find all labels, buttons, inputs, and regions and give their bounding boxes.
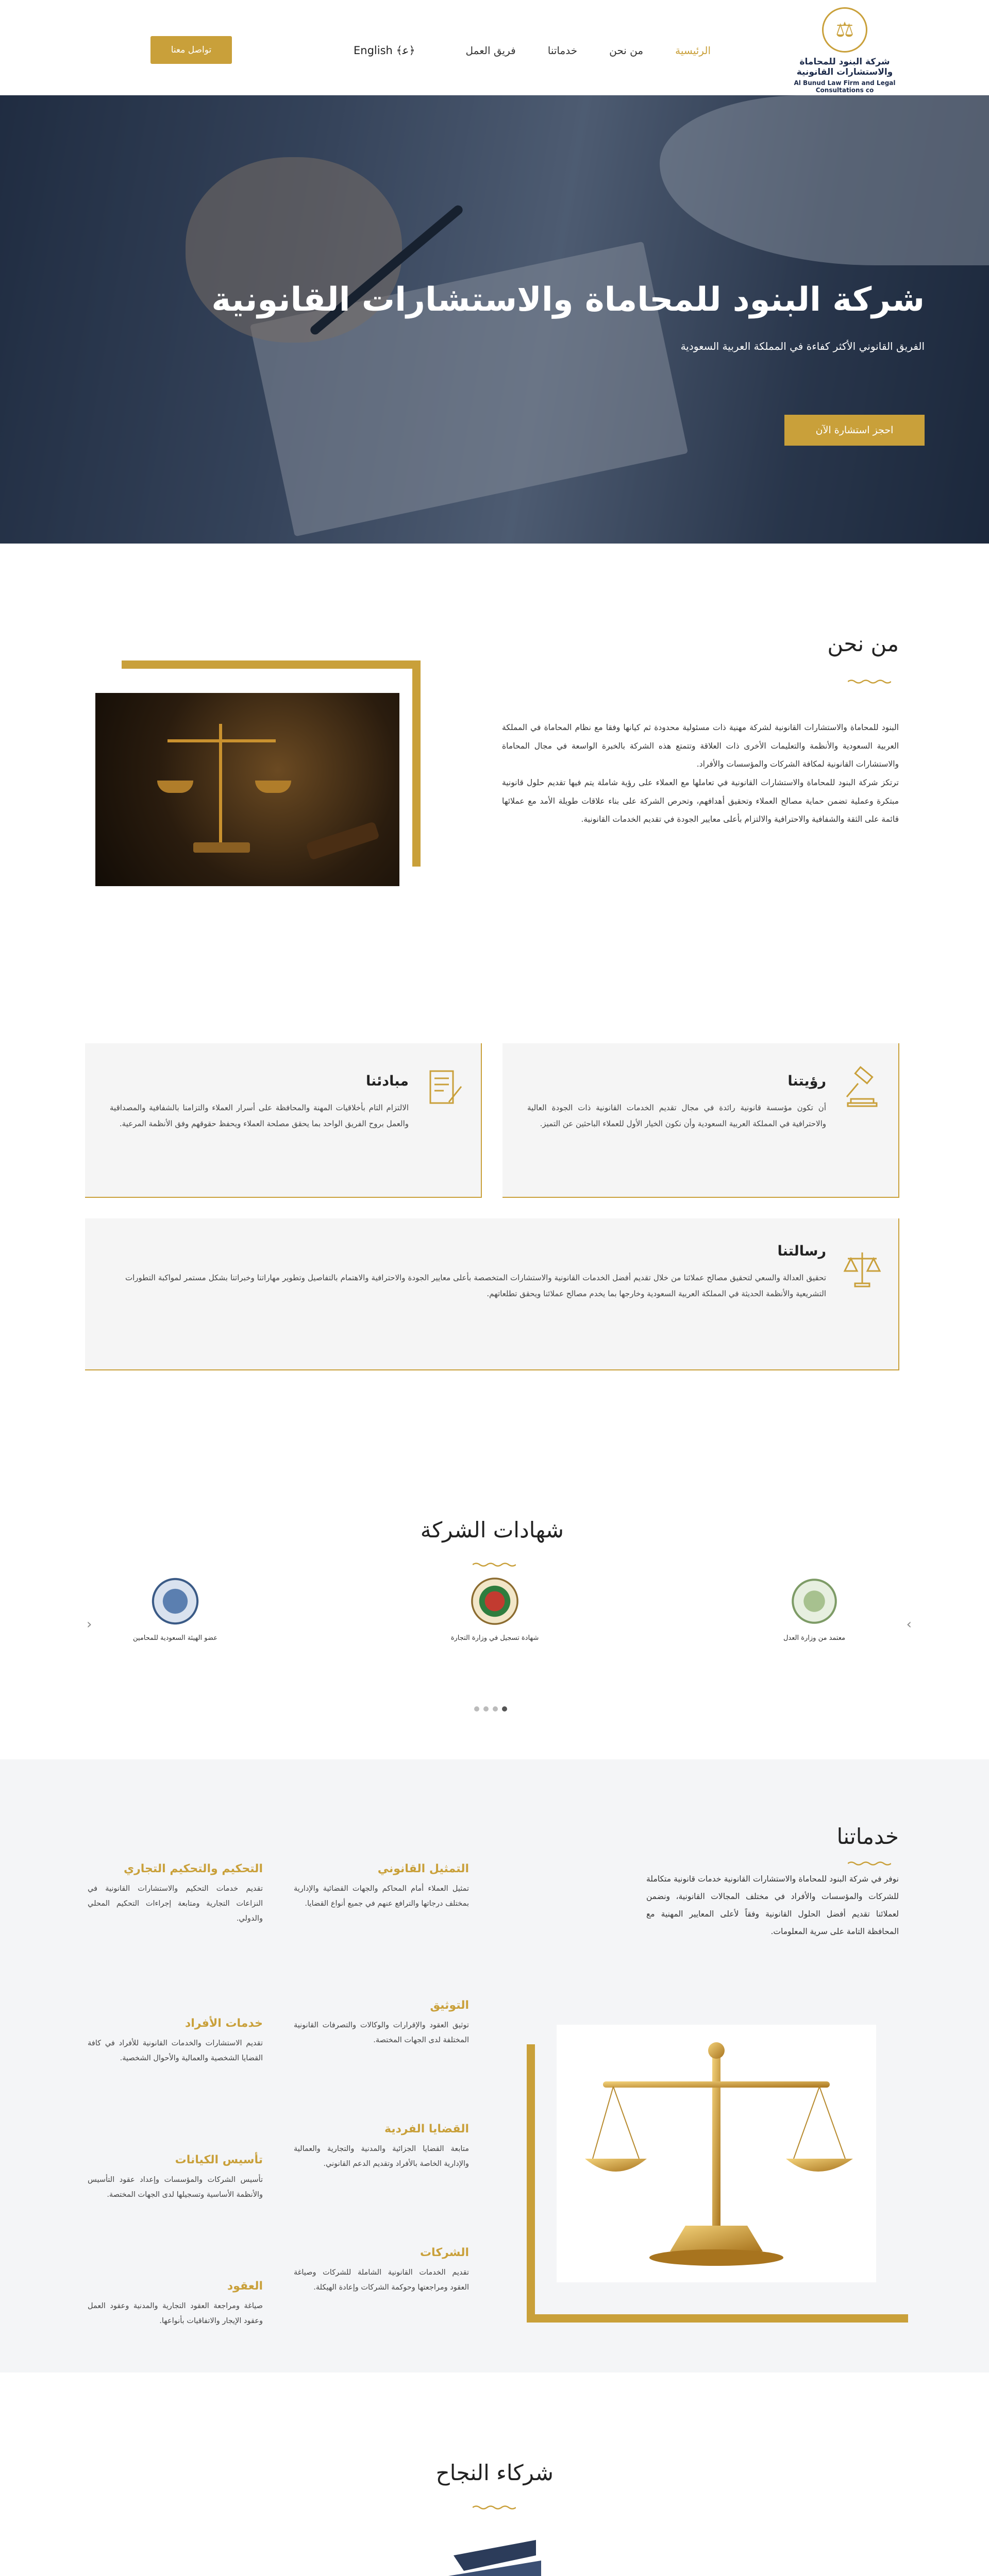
ministry-seal-icon (470, 1577, 519, 1626)
brand-logo[interactable] (783, 7, 907, 94)
service-title: التمثيل القانوني (377, 1862, 469, 1875)
service-individuals[interactable] (88, 2017, 263, 2066)
service-company-formation[interactable] (88, 2154, 263, 2202)
service-title: التحكيم والتحكيم التجاري (123, 1862, 263, 1875)
carousel-dots (474, 1706, 507, 1711)
scale-pan-left (157, 781, 193, 793)
service-title: العقود (227, 2280, 263, 2293)
logo-arabic-text: شركة البنود للمحاماة والاستشارات القانونية (796, 57, 893, 77)
certificate-item (90, 1577, 260, 1669)
carousel-dot[interactable] (483, 1706, 489, 1711)
service-text: تقديم الاستشارات والخدمات القانونية للأفراد في كافة القضايا الشخصية والعمالية والأحوال الشخصية. (88, 2039, 263, 2062)
service-contracts[interactable] (88, 2280, 263, 2329)
certificate-caption: معتمد من وزارة العدل (783, 1634, 846, 1642)
nav-about[interactable]: من نحن (609, 44, 644, 57)
scales-logo-icon: ⚖ (822, 7, 867, 53)
main-nav (466, 44, 711, 57)
gavel-shape (306, 821, 380, 860)
scales-icon (841, 1247, 884, 1291)
certificate-item (410, 1577, 580, 1669)
hero-title: شركة البنود للمحاماة والاستشارات القانونية (211, 281, 925, 319)
golden-scale-icon (557, 2025, 876, 2282)
document-pen-icon (423, 1066, 466, 1109)
vision-text: أن تكون مؤسسة قانونية رائدة في مجال تقديم الخدمات القانونية ذات الجودة العالية والاحترافية في المملكة العربية السعودية وأن نكون الخيار الأول للعملاء الباحثين عن التميز. (527, 1103, 826, 1128)
hero-banner (0, 95, 989, 544)
values-title: مبادئنا (365, 1073, 409, 1089)
service-title: التوثيق (430, 1999, 469, 2012)
about-paragraph-2: ترتكز شركة البنود للمحاماة والاستشارات القانونية في تعاملها مع العملاء على رؤية شاملة يتم فيها تقديم حلول قانونية مبتكرة وعملية تضمن حماية مصالح العملاء وتحقيق أهدافهم، وتحرص الشركة على بناء علاقات طويلة الأمد مع عملائها قائمة على الثقة والشفافية والاحترافية والالتزام بأعلى معايير الجودة في تقديم الخدمات القانونية. (502, 777, 899, 824)
vision-card (502, 1043, 899, 1198)
certificate-item (729, 1577, 899, 1669)
logo-english-text: Al Bunud Law Firm and Legal Consultations co (794, 79, 896, 94)
certificate-caption: عضو الهيئة السعودية للمحامين (133, 1634, 217, 1642)
carousel-next-arrow[interactable]: ‹ (87, 1617, 92, 1632)
nav-team[interactable]: فريق العمل (465, 44, 516, 57)
service-text: صياغة ومراجعة العقود التجارية والمدنية وعقود العمل وعقود الإيجار والاتفاقيات بأنواعها. (88, 2302, 263, 2325)
nav-services[interactable]: خدماتنا (547, 44, 578, 57)
carousel-dot[interactable] (474, 1706, 479, 1711)
golden-scale-image (557, 2025, 876, 2282)
nav-home[interactable]: الرئيسية (675, 44, 711, 57)
partner-methaq[interactable] (423, 2535, 567, 2576)
values-text: الالتزام التام بأخلاقيات المهنة والمحافظة على أسرار العملاء والتزامنا بالشفافية والمصداقية والعمل بروح الفريق الواحد بما يحقق مصلحة العملاء ويحفظ حقوقهم وفق الأنظمة المرعية. (110, 1103, 409, 1128)
scale-base (193, 842, 250, 853)
title-wave-decoration (473, 2505, 516, 2510)
service-text: تقديم خدمات التحكيم والاستشارات القانونية في النزاعات التجارية ومتابعة إجراءات التحكيم المحلي والدولي. (88, 1885, 263, 1923)
partners-title: شركاء النجاح (435, 2460, 554, 2485)
title-wave-decoration (473, 1562, 516, 1567)
scales-photo (95, 693, 399, 886)
service-title: تأسيس الكيانات (175, 2154, 263, 2166)
service-text: تأسيس الشركات والمؤسسات وإعداد عقود التأسيس والأنظمة الأساسية وتسجيلها لدى الجهات المختصة. (88, 2176, 263, 2199)
book-consultation-button[interactable]: احجز استشارة الآن (784, 415, 925, 446)
service-companies[interactable] (294, 2246, 469, 2295)
scale-bar (167, 739, 276, 742)
methaq-logo-icon (433, 2535, 557, 2576)
service-title: الشركات (420, 2246, 469, 2259)
language-switch[interactable]: English ﴾ﻋ﴿ (354, 44, 415, 57)
justice-seal-icon (790, 1577, 839, 1626)
service-legal-representation[interactable] (294, 1862, 469, 1911)
service-title: القضايا الفردية (384, 2123, 469, 2136)
vision-title: رؤيتنا (787, 1073, 826, 1089)
hero-subtitle: الفريق القانوني الأكثر كفاءة في المملكة العربية السعودية (680, 340, 925, 352)
service-text: متابعة القضايا الجزائية والمدنية والتجارية والعمالية والإدارية الخاصة بالأفراد وتقديم الدعم القانوني. (294, 2145, 469, 2168)
title-wave-decoration (848, 679, 891, 684)
mission-text: تحقيق العدالة والسعي لتحقيق مصالح عملائنا من خلال تقديم أفضل الخدمات القانونية والاستشارات المتخصصة بأعلى معايير الجودة والاحترافية والاهتمام بالتفاصيل وتطوير مهاراتنا وخبراتنا بشكل مستمر لمواكبة التطورات التشريعية والأنظمة الحديثة في المملكة العربية السعودية وخارجها بما يخدم مصالح عملائنا ويحقق تطلعاتهم. (125, 1273, 826, 1298)
about-title: من نحن (827, 631, 899, 656)
carousel-dot[interactable] (493, 1706, 498, 1711)
contact-us-button[interactable]: تواصل معنا (150, 36, 232, 64)
service-text: تمثيل العملاء أمام المحاكم والجهات القضائية والإدارية بمختلف درجاتها والترافع عنهم في جميع أنواع القضايا. (294, 1885, 469, 1908)
service-documentation[interactable] (294, 1999, 469, 2048)
carousel-prev-arrow[interactable]: › (906, 1617, 912, 1632)
service-arbitration[interactable] (88, 1862, 263, 1926)
service-individual-cases[interactable] (294, 2123, 469, 2172)
hero-overlay (0, 95, 989, 544)
services-title: خدماتنا (836, 1824, 899, 1849)
services-intro: نوفر في شركة البنود للمحاماة والاستشارات القانونية خدمات قانونية متكاملة للشركات والمؤسسات والأفراد في مختلف المجالات القانونية، ونضمن لعملائنا تقديم أفضل الحلول القانونية وفقاً لأعلى المعايير المهنية مع المحافظة التامة على سرية المعلومات. (646, 1874, 899, 1937)
certificates-carousel (90, 1577, 899, 1669)
carousel-dot[interactable] (502, 1706, 507, 1711)
lawyers-authority-seal-icon (150, 1577, 200, 1626)
service-title: خدمات الأفراد (185, 2017, 263, 2030)
about-text (502, 719, 899, 829)
gavel-icon (841, 1066, 884, 1109)
mission-title: رسالتنا (777, 1243, 826, 1259)
values-card (85, 1043, 482, 1198)
about-paragraph-1: البنود للمحاماة والاستشارات القانونية لشركة مهنية ذات مسئولية محدودة ثم كيانها وفقا مع نظام المحاماة في المملكة العربية السعودية والأنظمة والتعليمات الأخرى ذات العلاقة وتتمتع هذه الشركة بالخبرة الواسعة في مجال المحاماة والاستشارات القانونية لمكافة الشركات والمؤسسات والأفراد. (502, 723, 899, 769)
service-text: توثيق العقود والإقرارات والوكالات والتصرفات القانونية المختلفة لدى الجهات المختصة. (294, 2021, 469, 2044)
title-wave-decoration (848, 1861, 891, 1866)
scale-pan-right (255, 781, 291, 793)
certificate-caption: شهادة تسجيل في وزارة التجارة (450, 1634, 539, 1642)
mission-card (85, 1218, 899, 1370)
service-text: تقديم الخدمات القانونية الشاملة للشركات وصياغة العقود ومراجعتها وحوكمة الشركات وإعادة الهيكلة. (294, 2268, 469, 2292)
certificates-title: شهادات الشركة (420, 1517, 564, 1543)
site-header (0, 0, 989, 95)
